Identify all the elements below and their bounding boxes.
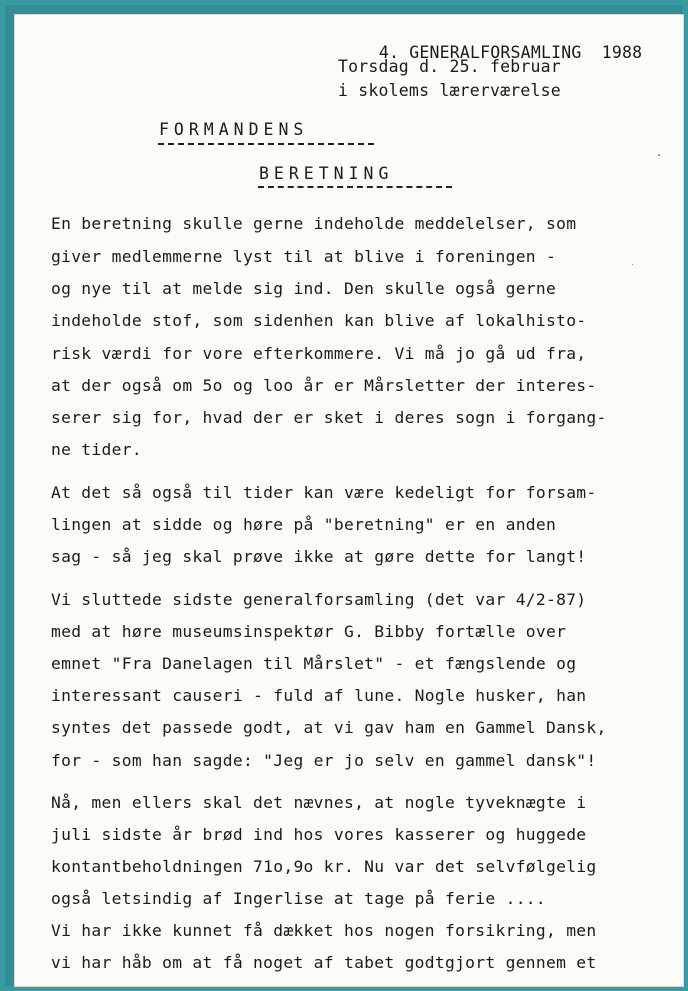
meeting-year: 1988 (601, 43, 643, 62)
body-line: indeholde stof, som sidenhen kan blive af lokalhisto- (51, 311, 587, 330)
body-line: giver medlemmerne lyst til at blive i foreningen - (51, 247, 557, 266)
body-line: Nå, men ellers skal det nævnes, at nogle tyveknægte i (51, 793, 587, 812)
meeting-place: i skolems lærerværelse (338, 81, 561, 100)
title-underline-1 (158, 143, 374, 145)
body-line: En beretning skulle gerne indeholde meddelelser, som (51, 214, 577, 233)
body-line: at der også om 5o og loo år er Mårsletter der interes- (51, 376, 597, 395)
body-line: kontantbeholdningen 71o,9o kr. Nu var det selvfølgelig (51, 857, 597, 876)
body-line: Vi har ikke kunnet få dækket hos nogen forsikring, men (51, 921, 597, 940)
title-line-1: FORMANDENS (159, 120, 309, 139)
title-underline-2 (258, 186, 452, 188)
body-line: vi har håb om at få noget af tabet godtgjort gennem et (51, 953, 597, 972)
title-line-2: BERETNING (259, 164, 394, 183)
body-line: med at høre museumsinspektør G. Bibby fortælle over (51, 622, 567, 641)
body-line: interessant causeri - fuld af lune. Nogle husker, han (51, 686, 587, 705)
body-line: risk værdi for vore efterkommere. Vi må jo gå ud fra, (51, 344, 587, 363)
paper-speck (632, 264, 633, 265)
body-line: lingen at sidde og høre på "beretning" er en anden (51, 515, 557, 534)
body-line: syntes det passede godt, at vi gav ham en Gammel Dansk, (51, 718, 607, 737)
body-line: juli sidste år brød ind hos vores kasserer og huggede (51, 825, 587, 844)
body-line: og nye til at melde sig ind. Den skulle også gerne (51, 279, 557, 298)
body-line: At det så også til tider kan være kedeligt for forsam- (51, 483, 597, 502)
meeting-label: 4. GENERALFORSAMLING (378, 43, 582, 62)
body-line: Vi sluttede sidste generalforsamling (det var 4/2-87) (51, 590, 587, 609)
paper-speck (658, 154, 660, 156)
body-line: serer sig for, hvad der er sket i deres sogn i forgang- (51, 408, 607, 427)
body-line: ne tider. (51, 440, 142, 459)
document-page (14, 14, 684, 987)
meeting-date: Torsdag d. 25. februar (338, 57, 561, 76)
body-line: sag - så jeg skal prøve ikke at gøre dette for langt! (51, 547, 587, 566)
body-line: også letsindig af Ingerlise at tage på ferie .... (51, 889, 547, 908)
body-line: emnet "Fra Danelagen til Mårslet" - et fængslende og (51, 654, 577, 673)
body-line: for - som han sagde: "Jeg er jo selv en gammel dansk"! (51, 751, 597, 770)
